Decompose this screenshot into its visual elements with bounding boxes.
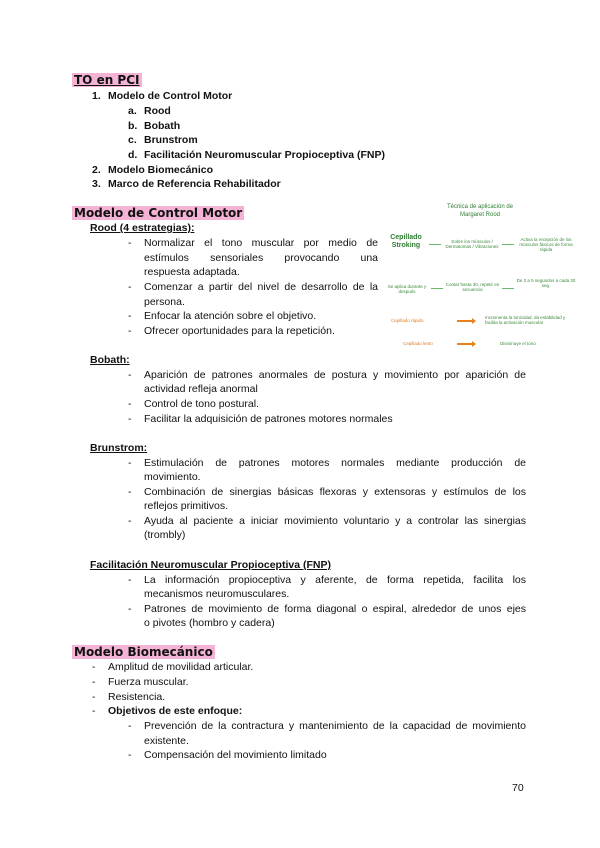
diagram-node: Activa la recepción de los músculos fásicos de forma rápida (519, 237, 573, 252)
biomecanico-item: Amplitud de movilidad articular. (108, 661, 254, 673)
bullet-dash: - (128, 398, 132, 410)
fnp-item-line: o pivotes (hombro y cadera) (144, 617, 275, 629)
brunstrom-item-line: (trombly) (144, 529, 186, 541)
diagram-arrow (502, 288, 514, 289)
diagram-arrow-orange (457, 343, 473, 345)
brunstrom-item-line: reflejos primitivos. (144, 500, 229, 512)
outline-num: b. (128, 120, 138, 132)
diagram-node: Incrementa la tonicidad, da estabilidad y facilita la activación muscular (485, 315, 566, 325)
diagram-arrow-orange (457, 320, 473, 322)
rood-item-line: respuesta adaptada. (144, 266, 240, 278)
diagram-title: Técnica de aplicación de (446, 204, 514, 210)
bullet-dash: - (128, 603, 132, 615)
brunstrom-item-line: Ayuda al paciente a iniciar movimiento voluntario y a controlar las sinergias (144, 515, 526, 527)
brunstrom-item-line: Estimulación de patrones motores normales mediante producción de (144, 457, 526, 469)
bullet-dash: - (92, 691, 96, 703)
rood-item-line: Normalizar el tono muscular por medio de (144, 237, 378, 249)
section-heading-biomecanico: Modelo Biomecánico (74, 645, 213, 659)
bobath-item-line: actividad refleja anormal (144, 383, 258, 395)
rood-item-line: estímulos sensoriales provocando una (144, 252, 378, 264)
diagram-arrow (431, 288, 443, 289)
outline-num: 2. (92, 164, 101, 176)
diagram-orange-label: Cepillado rápido (391, 318, 424, 323)
bullet-dash: - (128, 369, 132, 381)
rood-heading: Rood (4 estrategias): (90, 222, 195, 234)
bullet-dash: - (92, 661, 96, 673)
bullet-dash: - (128, 325, 132, 337)
bullet-dash: - (128, 720, 132, 732)
brunstrom-heading: Brunstrom: (90, 442, 148, 454)
fnp-item-line: Patrones de movimiento de forma diagonal o espiral, alrededor de unos ejes (144, 603, 526, 615)
diagram-node: De 3 a 5 segundos a cada 30 seg. (516, 278, 576, 288)
rood-item-line: Comenzar a partir del nivel de desarrollo de la (144, 281, 378, 293)
objetivos-label: Objetivos de este enfoque: (108, 705, 243, 717)
bullet-dash: - (128, 749, 132, 761)
outline-item: Bobath (144, 120, 181, 132)
outline-num: c. (128, 134, 137, 146)
brunstrom-item-line: movimiento. (144, 471, 201, 483)
diagram-node-main: Cepillado Stroking (390, 234, 422, 249)
bullet-dash: - (128, 574, 132, 586)
outline-num: 1. (92, 90, 101, 102)
rood-technique-diagram (385, 200, 585, 355)
outline-item: Rood (144, 105, 171, 117)
outline-num: d. (128, 149, 138, 161)
outline-item: Facilitación Neuromuscular Propioceptiva (FNP) (144, 149, 385, 161)
objetivo-item-line: existente. (144, 735, 189, 747)
diagram-arrow (429, 244, 441, 245)
bullet-dash: - (128, 237, 132, 249)
diagram-title: Margaret Rood (459, 212, 501, 218)
objetivo-item-line: Compensación del movimiento limitado (144, 749, 327, 761)
brunstrom-item-line: Combinación de sinergias básicas flexoras y extensoras y estímulos de los (144, 486, 526, 498)
outline-item: Modelo Biomecánico (108, 164, 214, 176)
outline-item: Marco de Referencia Rehabilitador (108, 178, 281, 190)
bobath-item-line: Aparición de patrones anormales de postura y movimiento por aparición de (144, 369, 526, 381)
biomecanico-item: Resistencia. (108, 691, 166, 703)
bullet-dash: - (128, 413, 132, 425)
bullet-dash: - (92, 705, 96, 717)
objetivo-item-line: Prevención de la contractura y mantenimiento de la capacidad de movimiento (144, 720, 526, 732)
bobath-heading: Bobath: (90, 354, 130, 366)
fnp-item-line: La información propioceptiva y aferente, de forma repetida, facilita los (144, 574, 526, 586)
outline-item: Modelo de Control Motor (108, 90, 233, 102)
bullet-dash: - (128, 310, 132, 322)
diagram-node: Sobre los músculos / Dermatomas / Vibraciones (445, 239, 499, 249)
diagram-orange-label: Cepillado lento (403, 341, 433, 346)
rood-item-line: Ofrecer oportunidades para la repetición. (144, 325, 335, 337)
biomecanico-item: Fuerza muscular. (108, 676, 189, 688)
bullet-dash: - (128, 281, 132, 293)
bullet-dash: - (92, 676, 96, 688)
outline-num: 3. (92, 178, 101, 190)
diagram-node: Se aplica durante y después (387, 284, 427, 294)
bullet-dash: - (128, 457, 132, 469)
rood-item-line: Enfocar la atención sobre el objetivo. (144, 310, 317, 322)
section-heading-control-motor: Modelo de Control Motor (74, 206, 243, 220)
rood-item-line: persona. (144, 296, 185, 308)
outline-num: a. (128, 105, 137, 117)
bullet-dash: - (128, 515, 132, 527)
bobath-item-line: Facilitar la adquisición de patrones motores normales (144, 413, 393, 425)
diagram-node: Contar hasta 30, repetir en secuencia (445, 282, 500, 292)
fnp-heading: Facilitación Neuromuscular Propioceptiva (FNP) (90, 559, 331, 571)
diagram-arrow (502, 244, 514, 245)
bobath-item-line: Control de tono postural. (144, 398, 259, 410)
diagram-node: Disminuye el tono (500, 341, 536, 346)
page-number: 70 (512, 782, 524, 794)
outline-item: Brunstrom (144, 134, 198, 146)
bullet-dash: - (128, 486, 132, 498)
fnp-item-line: mecanismos neuromusculares. (144, 588, 290, 600)
page-title: TO en PCI (74, 73, 140, 87)
